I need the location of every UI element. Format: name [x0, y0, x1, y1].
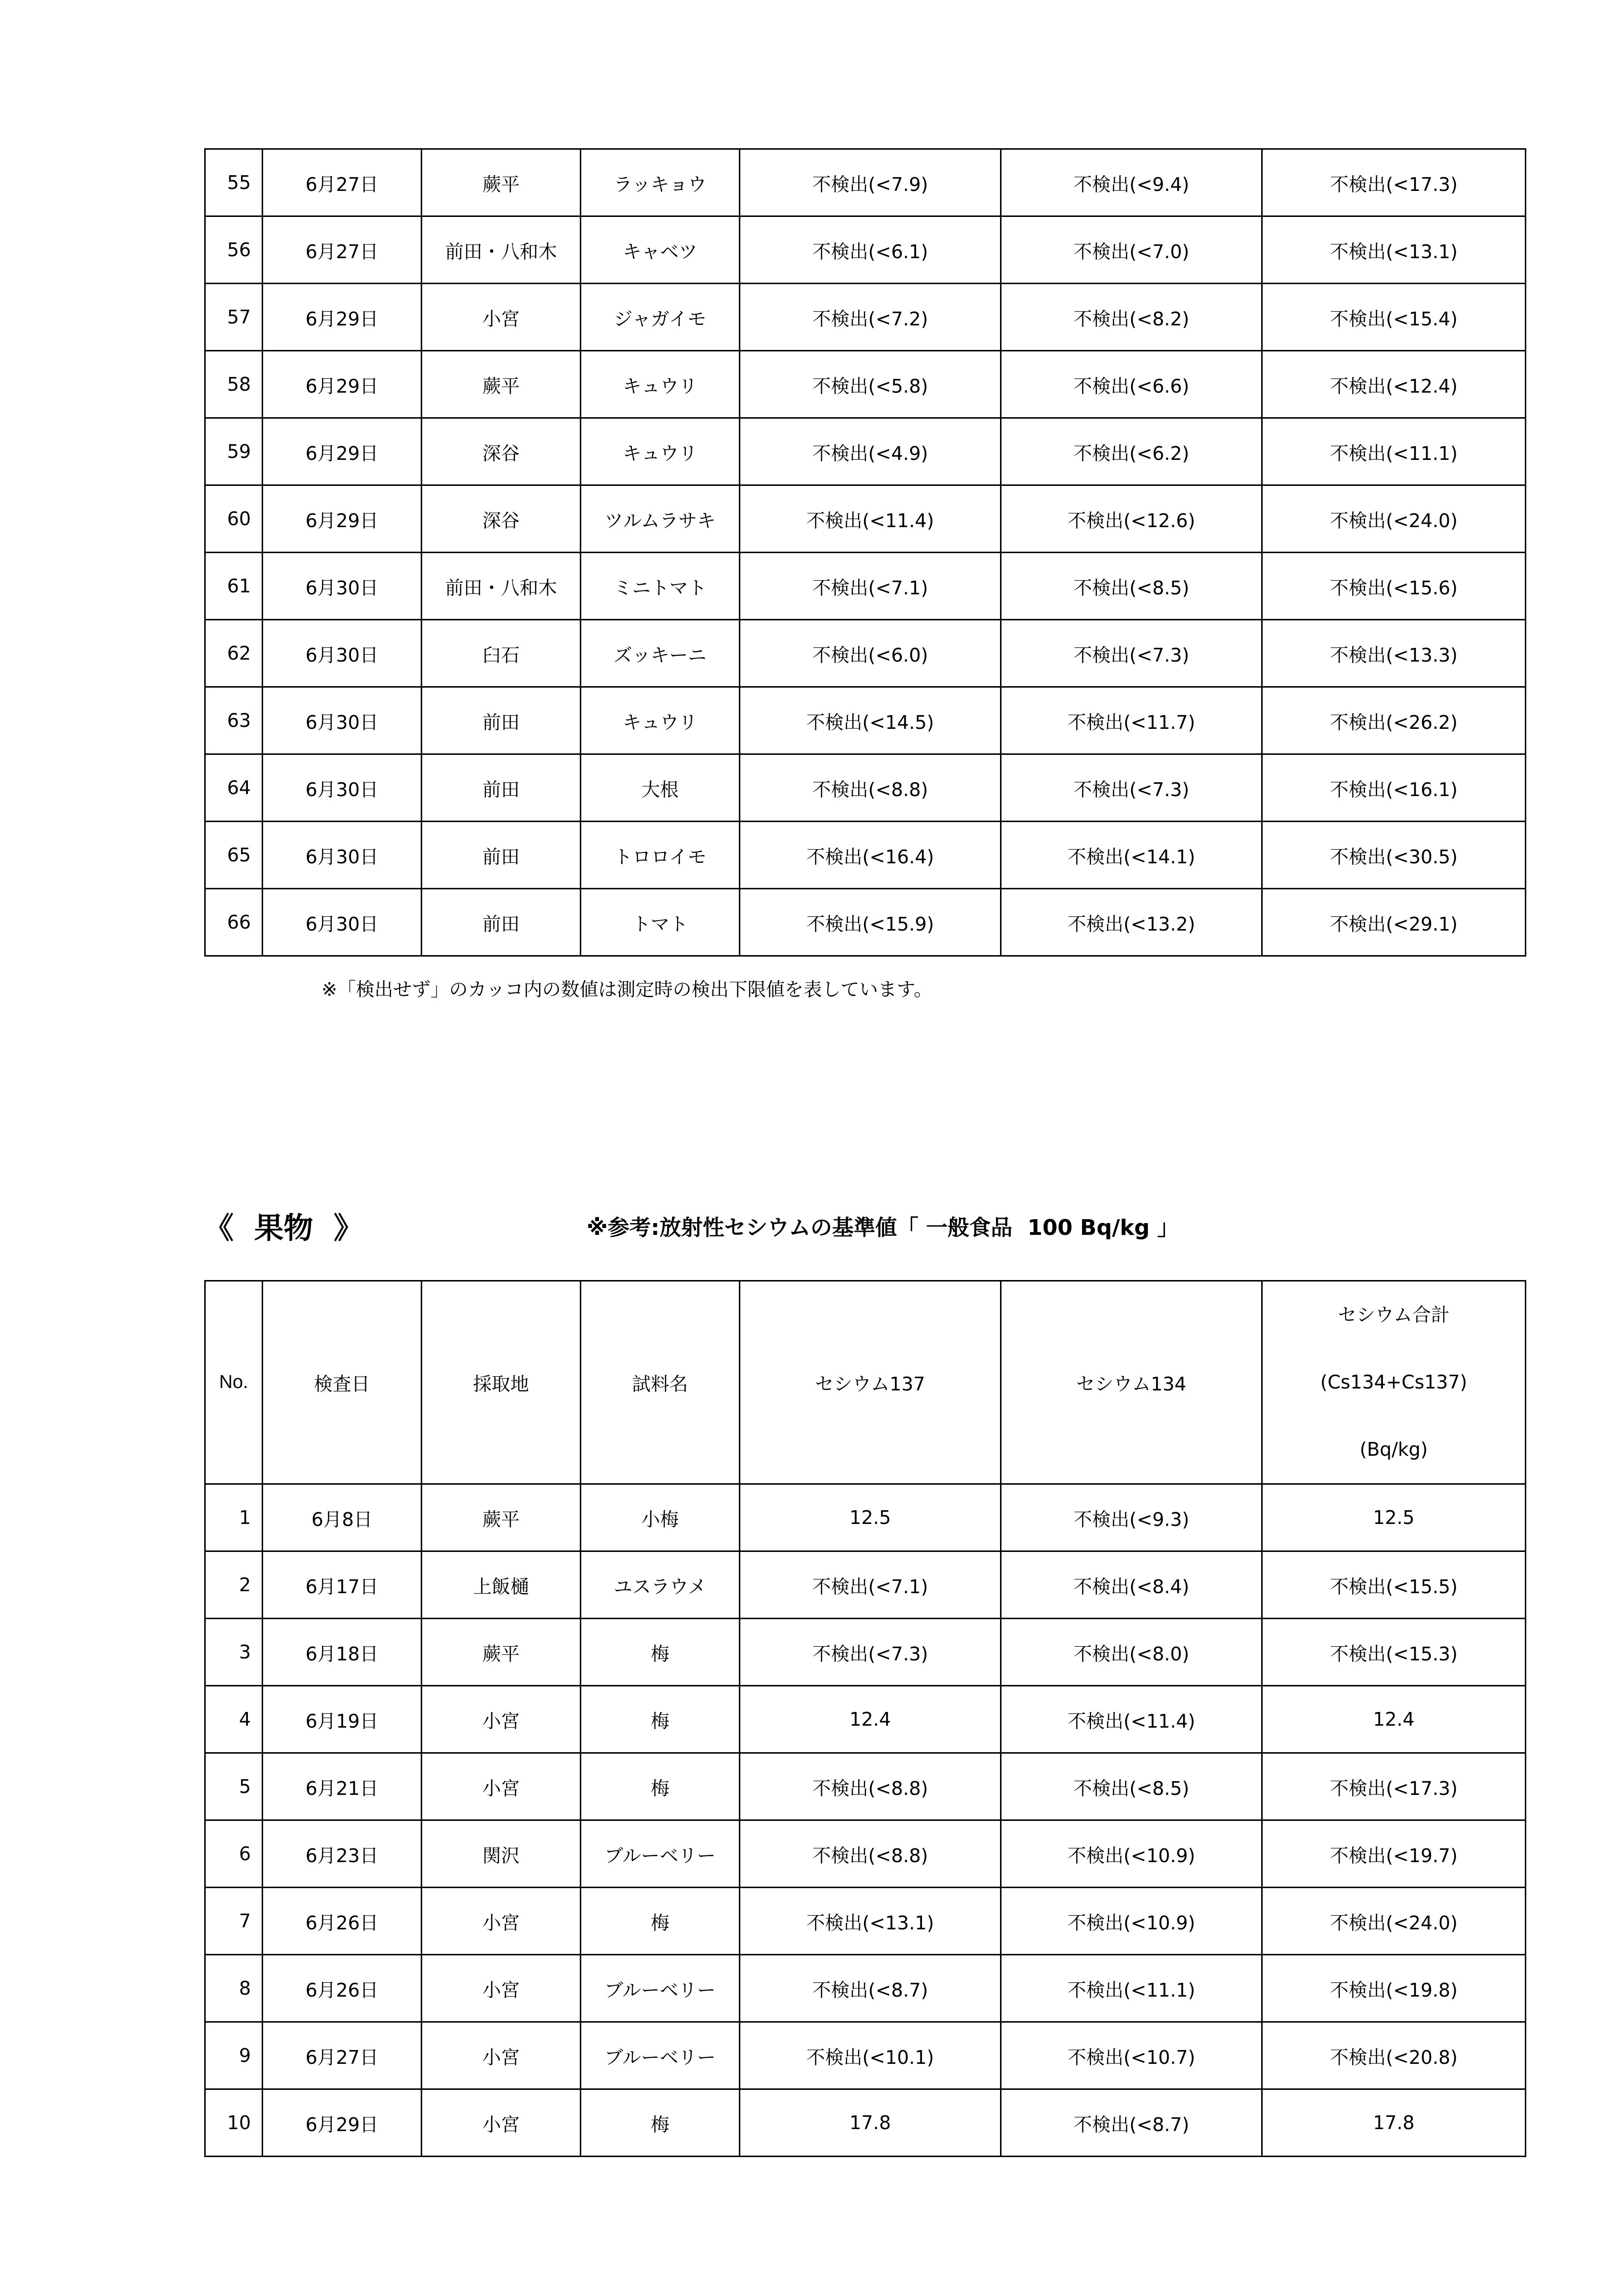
- cell-total: 不検出(<15.4): [1262, 284, 1526, 351]
- cell-place: 前田: [422, 822, 581, 889]
- cell-total: 不検出(<12.4): [1262, 351, 1526, 418]
- cell-date: 6月30日: [263, 754, 422, 822]
- cell-cs134: 不検出(<8.2): [1001, 284, 1262, 351]
- fruit-results-table: [204, 1280, 1526, 2157]
- header-total-line2: (Cs134+Cs137): [1320, 1371, 1467, 1393]
- cell-cs137: 不検出(<11.4): [740, 485, 1001, 553]
- cell-no: 65: [205, 822, 263, 889]
- cell-total: 不検出(<15.6): [1262, 553, 1526, 620]
- cell-sample: ユスラウメ: [581, 1551, 740, 1619]
- cell-date: 6月27日: [263, 2022, 422, 2089]
- cell-place: 深谷: [422, 418, 581, 485]
- table-row: [205, 1551, 1526, 1619]
- cell-no: 2: [205, 1551, 263, 1619]
- cell-date: 6月18日: [263, 1619, 422, 1686]
- header-date: 検査日: [263, 1281, 422, 1484]
- table-row: [205, 149, 1526, 216]
- cell-cs134: 不検出(<11.7): [1001, 687, 1262, 754]
- cell-cs134: 不検出(<8.7): [1001, 2089, 1262, 2157]
- cell-no: 62: [205, 620, 263, 687]
- cell-sample: 梅: [581, 1686, 740, 1753]
- cell-place: 前田: [422, 687, 581, 754]
- cell-date: 6月26日: [263, 1888, 422, 1955]
- header-sample: 試料名: [581, 1281, 740, 1484]
- cell-date: 6月26日: [263, 1955, 422, 2022]
- cell-cs134: 不検出(<7.0): [1001, 216, 1262, 284]
- cell-cs134: 不検出(<8.4): [1001, 1551, 1262, 1619]
- table-row: [205, 620, 1526, 687]
- cell-date: 6月23日: [263, 1820, 422, 1888]
- table-row: [205, 2089, 1526, 2157]
- cell-total: 不検出(<15.3): [1262, 1619, 1526, 1686]
- cell-sample: ミニトマト: [581, 553, 740, 620]
- cell-place: 蕨平: [422, 1619, 581, 1686]
- cell-cs134: 不検出(<7.3): [1001, 754, 1262, 822]
- cell-cs137: 17.8: [740, 2089, 1001, 2157]
- cell-date: 6月17日: [263, 1551, 422, 1619]
- cell-cs137: 不検出(<6.0): [740, 620, 1001, 687]
- cell-sample: ズッキーニ: [581, 620, 740, 687]
- cell-no: 57: [205, 284, 263, 351]
- cell-cs134: 不検出(<10.9): [1001, 1888, 1262, 1955]
- cell-place: 関沢: [422, 1820, 581, 1888]
- cell-cs134: 不検出(<13.2): [1001, 889, 1262, 956]
- cell-total: 不検出(<24.0): [1262, 1888, 1526, 1955]
- cell-date: 6月21日: [263, 1753, 422, 1820]
- cell-place: 小宮: [422, 2022, 581, 2089]
- vegetable-table-body: [205, 149, 1526, 956]
- cell-date: 6月30日: [263, 889, 422, 956]
- cell-total: 不検出(<17.3): [1262, 149, 1526, 216]
- table-row: [205, 822, 1526, 889]
- cell-cs137: 不検出(<13.1): [740, 1888, 1001, 1955]
- cell-cs134: 不検出(<7.3): [1001, 620, 1262, 687]
- header-no: No.: [205, 1281, 263, 1484]
- table-row: [205, 485, 1526, 553]
- cell-no: 7: [205, 1888, 263, 1955]
- detection-limit-note: ※「検出せず」のカッコ内の数値は測定時の検出下限値を表しています。: [322, 979, 933, 1000]
- table-row: [205, 889, 1526, 956]
- cell-cs134: 不検出(<12.6): [1001, 485, 1262, 553]
- cell-total: 不検出(<20.8): [1262, 2022, 1526, 2089]
- cell-sample: ラッキョウ: [581, 149, 740, 216]
- cell-place: 上飯樋: [422, 1551, 581, 1619]
- header-place: 採取地: [422, 1281, 581, 1484]
- cell-sample: トマト: [581, 889, 740, 956]
- cell-no: 8: [205, 1955, 263, 2022]
- cell-cs137: 不検出(<5.8): [740, 351, 1001, 418]
- table-row: [205, 2022, 1526, 2089]
- cell-place: 前田・八和木: [422, 216, 581, 284]
- cell-no: 1: [205, 1484, 263, 1551]
- cell-no: 64: [205, 754, 263, 822]
- table-row: [205, 754, 1526, 822]
- cell-no: 60: [205, 485, 263, 553]
- cell-cs137: 不検出(<15.9): [740, 889, 1001, 956]
- cell-sample: 梅: [581, 2089, 740, 2157]
- cell-cs137: 不検出(<14.5): [740, 687, 1001, 754]
- cell-place: 小宮: [422, 1888, 581, 1955]
- cell-cs137: 不検出(<8.8): [740, 754, 1001, 822]
- cell-place: 小宮: [422, 284, 581, 351]
- cell-no: 61: [205, 553, 263, 620]
- cell-cs137: 不検出(<7.1): [740, 1551, 1001, 1619]
- cell-total: 12.4: [1262, 1686, 1526, 1753]
- table-row: [205, 1484, 1526, 1551]
- cell-cs137: 不検出(<6.1): [740, 216, 1001, 284]
- cell-place: 前田: [422, 754, 581, 822]
- cell-cs137: 不検出(<8.8): [740, 1820, 1001, 1888]
- cell-sample: ブルーベリー: [581, 1820, 740, 1888]
- cell-cs137: 不検出(<7.2): [740, 284, 1001, 351]
- fruit-table-body: [205, 1281, 1526, 2157]
- cell-sample: 梅: [581, 1753, 740, 1820]
- table-row: [205, 1686, 1526, 1753]
- table-row: [205, 1820, 1526, 1888]
- cell-date: 6月27日: [263, 149, 422, 216]
- cell-date: 6月30日: [263, 620, 422, 687]
- cell-date: 6月29日: [263, 418, 422, 485]
- table-row: [205, 1955, 1526, 2022]
- table-row: [205, 1619, 1526, 1686]
- cell-place: 蕨平: [422, 149, 581, 216]
- cell-cs137: 12.5: [740, 1484, 1001, 1551]
- cell-date: 6月27日: [263, 216, 422, 284]
- cell-sample: ツルムラサキ: [581, 485, 740, 553]
- cell-cs134: 不検出(<10.7): [1001, 2022, 1262, 2089]
- cell-sample: 小梅: [581, 1484, 740, 1551]
- cell-date: 6月30日: [263, 687, 422, 754]
- cell-no: 3: [205, 1619, 263, 1686]
- cell-total: 不検出(<26.2): [1262, 687, 1526, 754]
- table-row: [205, 1888, 1526, 1955]
- cell-no: 59: [205, 418, 263, 485]
- cell-total: 不検出(<19.7): [1262, 1820, 1526, 1888]
- cell-date: 6月8日: [263, 1484, 422, 1551]
- cell-cs134: 不検出(<6.6): [1001, 351, 1262, 418]
- cell-sample: ブルーベリー: [581, 2022, 740, 2089]
- cell-cs137: 不検出(<7.3): [740, 1619, 1001, 1686]
- cell-cs134: 不検出(<8.5): [1001, 1753, 1262, 1820]
- cell-cs137: 不検出(<8.7): [740, 1955, 1001, 2022]
- cell-place: 前田: [422, 889, 581, 956]
- cell-no: 10: [205, 2089, 263, 2157]
- cell-sample: 梅: [581, 1619, 740, 1686]
- cell-sample: キュウリ: [581, 418, 740, 485]
- cell-total: 不検出(<13.3): [1262, 620, 1526, 687]
- cell-sample: キュウリ: [581, 351, 740, 418]
- cell-sample: トロロイモ: [581, 822, 740, 889]
- cell-cs134: 不検出(<6.2): [1001, 418, 1262, 485]
- cell-place: 小宮: [422, 1753, 581, 1820]
- cell-cs134: 不検出(<11.1): [1001, 1955, 1262, 2022]
- cell-cs134: 不検出(<14.1): [1001, 822, 1262, 889]
- header-cs137: セシウム137: [740, 1281, 1001, 1484]
- cell-cs134: 不検出(<8.0): [1001, 1619, 1262, 1686]
- cell-date: 6月19日: [263, 1686, 422, 1753]
- cell-place: 前田・八和木: [422, 553, 581, 620]
- cell-cs137: 不検出(<10.1): [740, 2022, 1001, 2089]
- cell-no: 6: [205, 1820, 263, 1888]
- cell-total: 不検出(<17.3): [1262, 1753, 1526, 1820]
- table-row: [205, 284, 1526, 351]
- table-row: [205, 351, 1526, 418]
- cell-cs134: 不検出(<11.4): [1001, 1686, 1262, 1753]
- cell-cs134: 不検出(<9.3): [1001, 1484, 1262, 1551]
- header-total: [1262, 1281, 1526, 1484]
- cell-place: 小宮: [422, 1686, 581, 1753]
- cell-no: 66: [205, 889, 263, 956]
- cell-sample: キュウリ: [581, 687, 740, 754]
- vegetable-results-table: [204, 148, 1526, 957]
- table-row: [205, 687, 1526, 754]
- cell-sample: ジャガイモ: [581, 284, 740, 351]
- cell-cs137: 不検出(<7.1): [740, 553, 1001, 620]
- cell-cs137: 不検出(<8.8): [740, 1753, 1001, 1820]
- cell-total: 不検出(<11.1): [1262, 418, 1526, 485]
- cell-date: 6月29日: [263, 284, 422, 351]
- cell-cs134: 不検出(<9.4): [1001, 149, 1262, 216]
- cell-no: 9: [205, 2022, 263, 2089]
- cell-sample: キャベツ: [581, 216, 740, 284]
- table-row: [205, 553, 1526, 620]
- cell-place: 臼石: [422, 620, 581, 687]
- table-row: [205, 1753, 1526, 1820]
- cell-total: 不検出(<16.1): [1262, 754, 1526, 822]
- cell-no: 56: [205, 216, 263, 284]
- cesium-standard-reference: ※参考:放射性セシウムの基準値「 一般食品 100 Bq/kg 」: [587, 1215, 1179, 1240]
- cell-cs137: 不検出(<7.9): [740, 149, 1001, 216]
- cell-total: 不検出(<13.1): [1262, 216, 1526, 284]
- header-total-line3: (Bq/kg): [1359, 1439, 1428, 1460]
- cell-cs134: 不検出(<10.9): [1001, 1820, 1262, 1888]
- cell-date: 6月30日: [263, 822, 422, 889]
- cell-sample: ブルーベリー: [581, 1955, 740, 2022]
- cell-place: 深谷: [422, 485, 581, 553]
- cell-no: 63: [205, 687, 263, 754]
- cell-place: 蕨平: [422, 1484, 581, 1551]
- header-cs134: セシウム134: [1001, 1281, 1262, 1484]
- cell-place: 小宮: [422, 2089, 581, 2157]
- header-total-line1: セシウム合計: [1338, 1304, 1450, 1326]
- cell-no: 58: [205, 351, 263, 418]
- cell-date: 6月30日: [263, 553, 422, 620]
- cell-no: 4: [205, 1686, 263, 1753]
- cell-total: 不検出(<19.8): [1262, 1955, 1526, 2022]
- cell-cs137: 不検出(<16.4): [740, 822, 1001, 889]
- cell-total: 不検出(<15.5): [1262, 1551, 1526, 1619]
- cell-no: 5: [205, 1753, 263, 1820]
- cell-place: 蕨平: [422, 351, 581, 418]
- cell-place: 小宮: [422, 1955, 581, 2022]
- cell-cs134: 不検出(<8.5): [1001, 553, 1262, 620]
- table-row: [205, 216, 1526, 284]
- table-row: [205, 418, 1526, 485]
- cell-total: 不検出(<24.0): [1262, 485, 1526, 553]
- cell-total: 12.5: [1262, 1484, 1526, 1551]
- cell-cs137: 不検出(<4.9): [740, 418, 1001, 485]
- cell-cs137: 12.4: [740, 1686, 1001, 1753]
- cell-total: 17.8: [1262, 2089, 1526, 2157]
- fruit-table-header: [205, 1281, 1526, 1484]
- cell-total: 不検出(<30.5): [1262, 822, 1526, 889]
- cell-date: 6月29日: [263, 351, 422, 418]
- cell-sample: 大根: [581, 754, 740, 822]
- fruit-section-heading: 《 果物 》: [204, 1211, 363, 1246]
- cell-date: 6月29日: [263, 485, 422, 553]
- cell-sample: 梅: [581, 1888, 740, 1955]
- cell-total: 不検出(<29.1): [1262, 889, 1526, 956]
- cell-no: 55: [205, 149, 263, 216]
- cell-date: 6月29日: [263, 2089, 422, 2157]
